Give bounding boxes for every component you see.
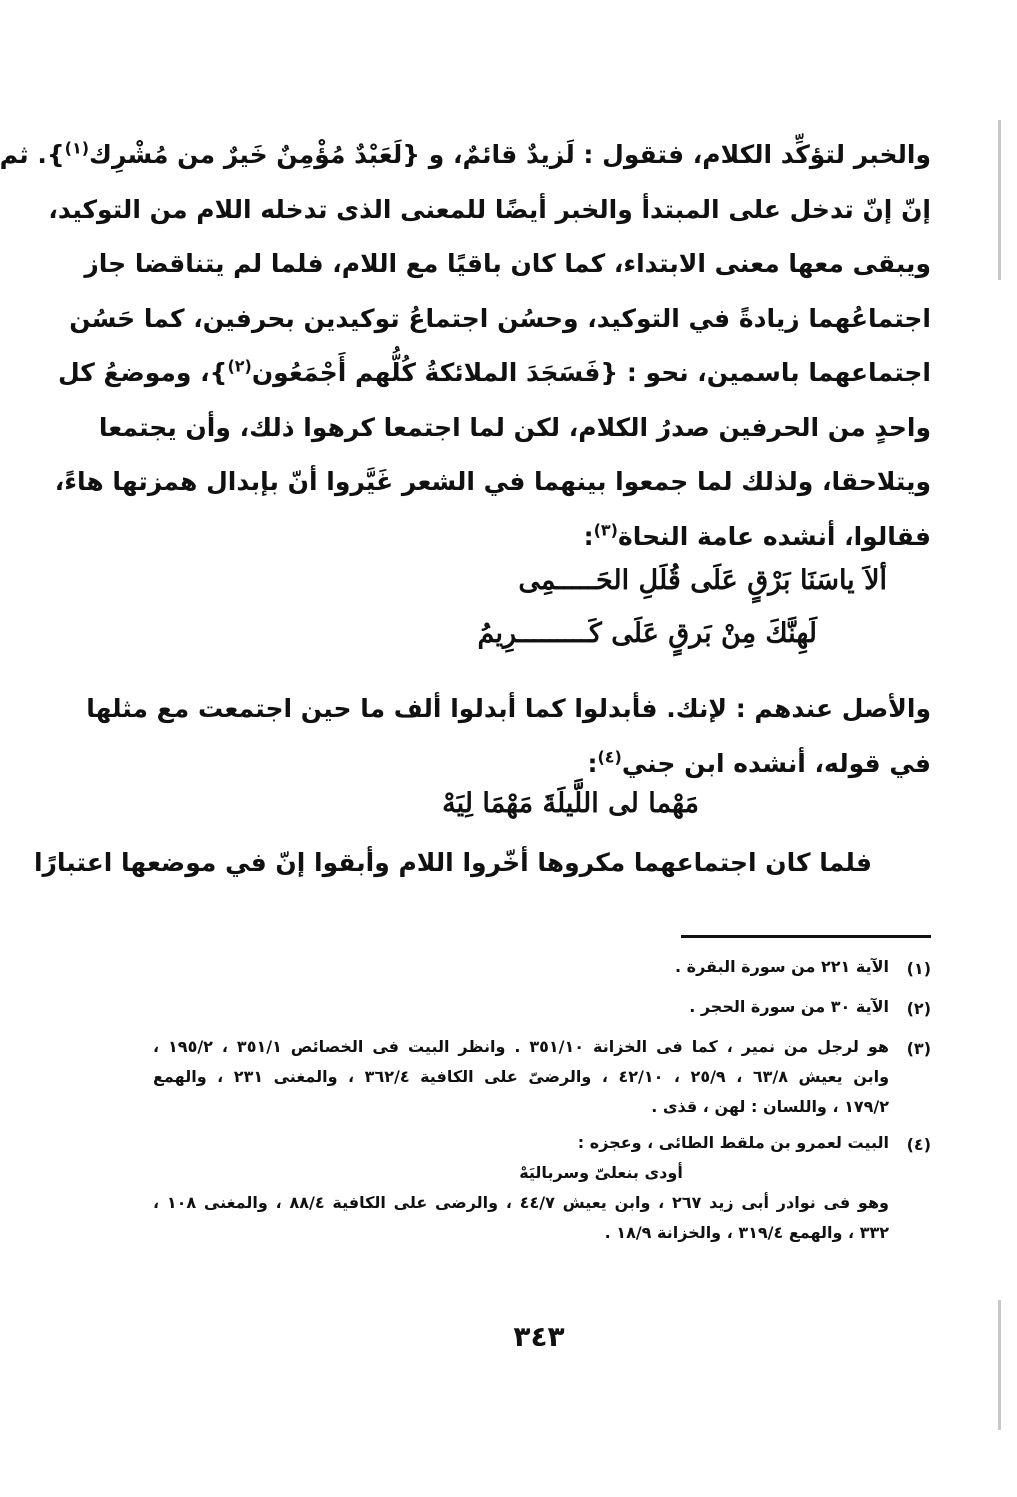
footnote-number: (٢) <box>906 999 931 1018</box>
footnote-text: البيت لعمرو بن ملقط الطائى ، وعجزه : <box>577 1133 889 1152</box>
scan-edge-mark <box>998 120 1001 280</box>
body-text <box>0 128 931 564</box>
body-line-3: ويبقى معها معنى الابتداء، كما كان باقيًا مع اللام، فلما لم يتناقضا جاز <box>84 249 931 278</box>
verse-line-3: مَهْما لى اللَّيلَةَ مَهْمَا لِيَهْ <box>442 788 699 819</box>
page-number: ٣٤٣ <box>513 1320 565 1353</box>
footnote-text: ١٧٩/٢ ، واللسان : لهن ، قذى . <box>651 1097 889 1116</box>
body-line-10: في قوله، أنشده ابن جني$^{(٤)}$: <box>587 747 931 778</box>
verse-line-1: ألاَ ياسَنَا بَرْقٍ عَلَى قُلَلِ الحَـــــمِى <box>518 565 887 596</box>
footnote-number: (٣) <box>906 1039 931 1058</box>
footnotes <box>153 952 931 1254</box>
footnote-3 <box>153 1032 931 1122</box>
scan-edge-mark <box>998 1300 1001 1430</box>
footnote-text: ٣٣٢ ، والهمع ٣١٩/٤ ، والخزانة ١٨/٩ . <box>604 1223 889 1242</box>
footnote-separator <box>681 935 931 938</box>
footnote-ref-4[interactable]: (٤) <box>597 747 622 767</box>
footnote-1 <box>153 952 931 986</box>
footnote-2 <box>153 992 931 1026</box>
body-line-9: والأصل عندهم : لإنك. فأبدلوا كما أبدلوا ألف ما حين اجتمعت مع مثلها <box>86 694 931 723</box>
body-text-3 <box>33 836 872 891</box>
body-line-4: اجتماعُهما زيادةً في التوكيد، وحسُن اجتماعُ توكيدين بحرفين، كما حَسُن <box>69 303 931 333</box>
body-line-5: اجتماعهما باسمين، نحو : {فَسَجَدَ الملائكةُ كُلُّهم أَجْمَعُون$^{(٢)}$}، وموضعُ كل <box>57 356 931 387</box>
body-line-6: واحدٍ من الحرفين صدرُ الكلام، لكن لما اجتمعا كرهوا ذلك، وأن يجتمعا <box>98 412 931 442</box>
footnote-text: وهو فى نوادر أبى زيد ٢٦٧ ، وابن يعيش ٤٤/٧ ، والرضى على الكافية ٨٨/٤ ، والمغنى ١٠٨ ، <box>153 1193 890 1212</box>
footnote-text: وابن يعيش ٦٣/٨ ، ٢٥/٩ ، ٤٢/١٠ ، والرضىّ على الكافية ٣٦٢/٤ ، والمغنى ٢٣١ ، والهمع <box>153 1067 890 1086</box>
footnote-verse: أودى بنعلىّ وسرباليَهْ <box>519 1163 683 1182</box>
footnote-4 <box>153 1128 931 1248</box>
footnote-number: (٤) <box>906 1135 931 1154</box>
footnote-ref-2[interactable]: (٢) <box>227 356 252 376</box>
body-line-11: فلما كان اجتماعهما مكروها أخّروا اللام وأبقوا إنّ في موضعها اعتبارًا <box>33 848 872 877</box>
footnote-text: الآية ٣٠ من سورة الحجر . <box>689 997 889 1016</box>
footnote-number: (١) <box>906 959 931 978</box>
body-text-2 <box>86 682 931 791</box>
footnote-ref-3[interactable]: (٣) <box>593 520 618 540</box>
footnote-text: الآية ٢٢١ من سورة البقرة . <box>674 957 889 976</box>
footnote-ref-1[interactable]: (١) <box>64 138 90 158</box>
body-line-7: ويتلاحقا، ولذلك لما جمعوا بينهما في الشعر غَيَّروا أنّ بإبدال همزتها هاءً، <box>54 467 931 496</box>
body-line-2: إنّ إنّ تدخل على المبتدأ والخبر أيضًا للمعنى الذى تدخله اللام من التوكيد، <box>48 194 931 224</box>
verse-line-2: لَهِنَّكَ مِنْ بَرقٍ عَلَى كَـــــــــرِيمُ <box>477 618 817 649</box>
footnote-text: هو لرجل من نمير ، كما فى الخزانة ٣٥١/١٠ . وانظر البيت فى الخصائص ٣٥١/١ ، ١٩٥/٢ ، <box>153 1037 890 1056</box>
body-line-8: فقالوا، أنشده عامة النحاة$^{(٣)}$: <box>583 520 931 551</box>
body-line-1: والخبر لتؤكِّد الكلام، فتقول : لَزيدٌ قائمٌ، و {لَعَبْدٌ مُؤْمِنٌ خَيرٌ من مُشْرِك$^{(١)}$}. ثم <box>0 138 931 169</box>
